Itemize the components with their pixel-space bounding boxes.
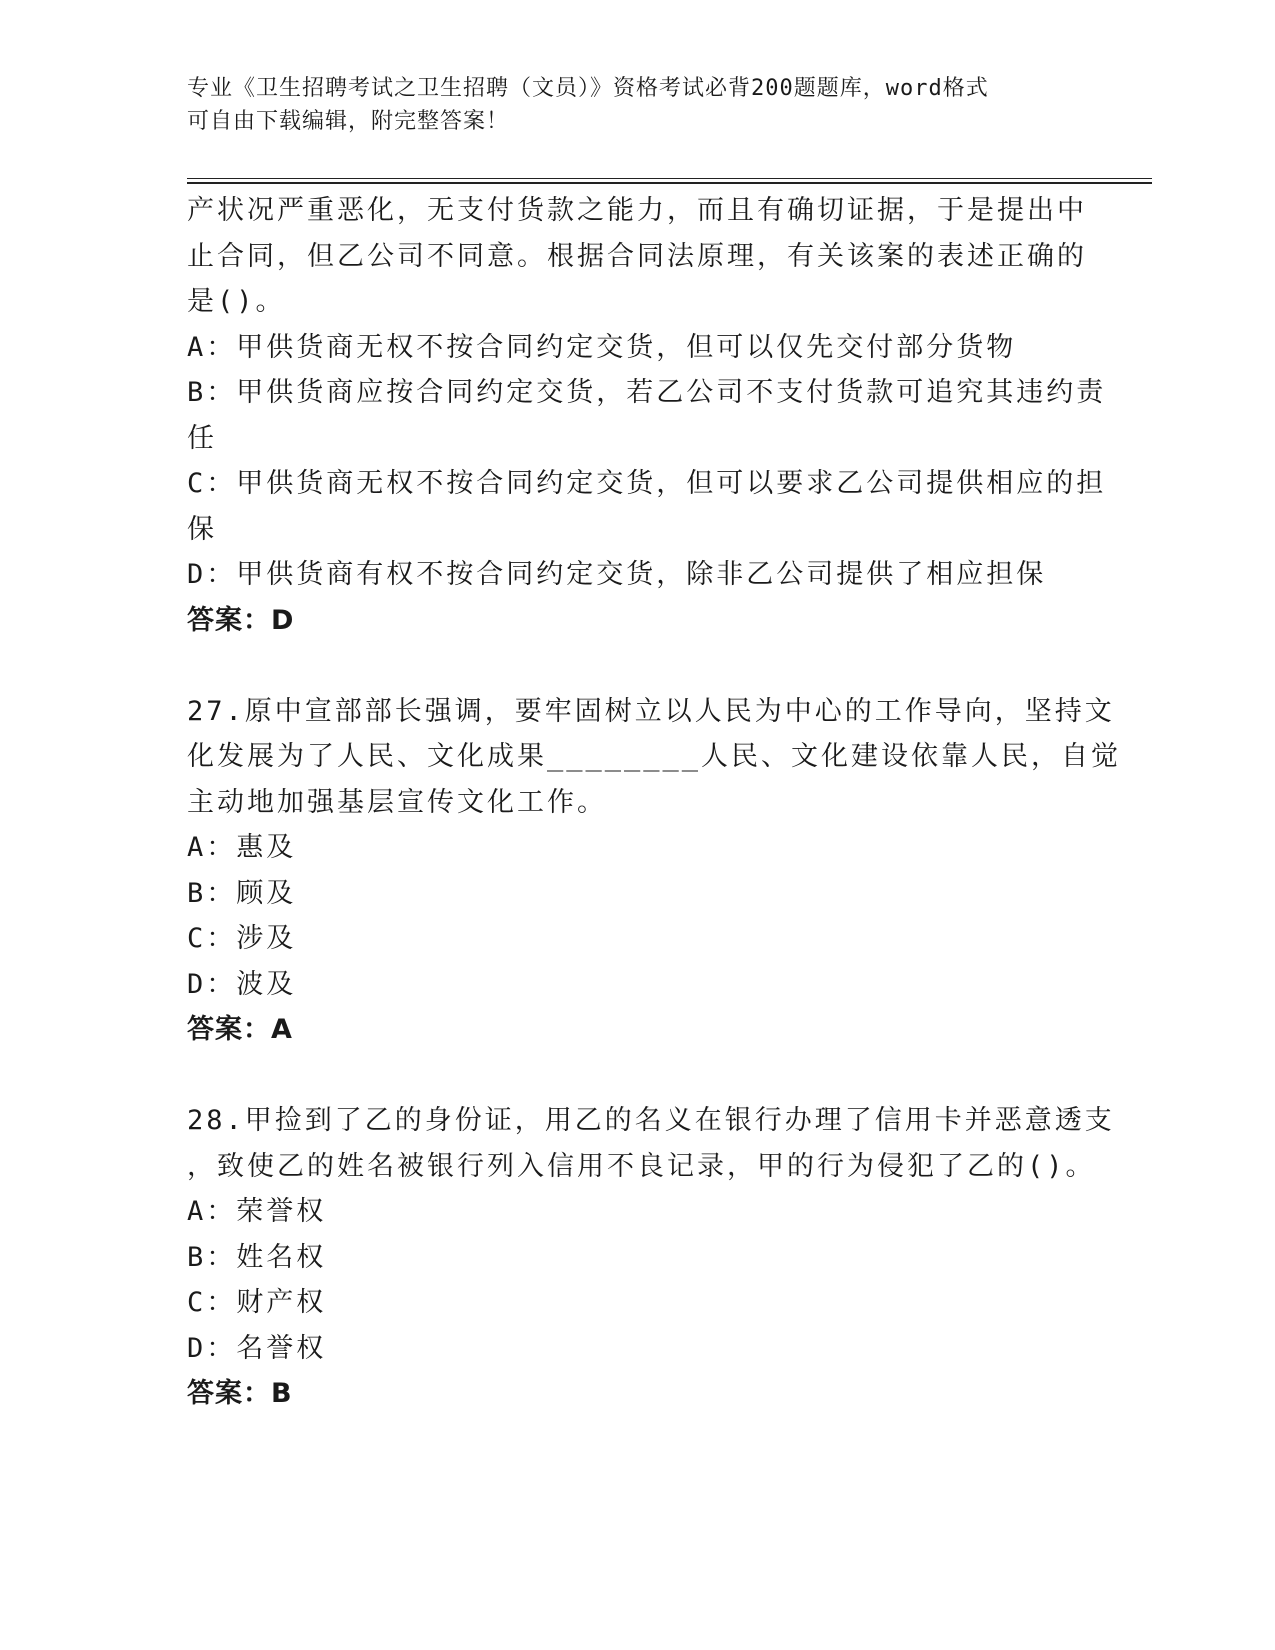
option-d: D：甲供货商有权不按合同约定交货，除非乙公司提供了相应担保	[187, 559, 1047, 590]
header-divider-thick	[187, 182, 1152, 184]
option-b: B：甲供货商应按合同约定交货，若乙公司不支付货款可追究其违约责	[187, 377, 1107, 408]
question-28	[187, 1098, 1115, 1417]
header-line-1: 专业《卫生招聘考试之卫生招聘（文员）》资格考试必背200题题库，word格式	[187, 76, 989, 101]
spacer	[187, 643, 1087, 689]
option-c: C：涉及	[187, 923, 297, 954]
header-divider-thin	[187, 178, 1152, 179]
option-d: D：波及	[187, 968, 297, 1000]
option-a: A：惠及	[187, 832, 297, 863]
question-list	[187, 188, 1122, 1417]
option-c-continued: 保	[187, 513, 217, 545]
question-stem-line: 28.甲捡到了乙的身份证，用乙的名义在银行办理了信用卡并恶意透支	[187, 1105, 1115, 1136]
answer-label: 答案：B	[187, 1378, 293, 1409]
question-stem-line: 化发展为了人民、文化成果________人民、文化建设依靠人民，自觉	[187, 741, 1122, 772]
option-b-continued: 任	[187, 422, 217, 454]
question-stem-line: 是()。	[187, 286, 286, 317]
option-a: A：荣誉权	[187, 1196, 327, 1227]
question-stem-line: ，致使乙的姓名被银行列入信用不良记录，甲的行为侵犯了乙的()。	[187, 1150, 1096, 1182]
option-c: C：甲供货商无权不按合同约定交货，但可以要求乙公司提供相应的担	[187, 468, 1107, 499]
question-27	[187, 689, 1122, 1053]
option-d: D：名誉权	[187, 1332, 327, 1364]
question-stem-line: 止合同，但乙公司不同意。根据合同法原理，有关该案的表述正确的	[187, 240, 1087, 272]
header-line-2: 可自由下载编辑，附完整答案！	[187, 109, 510, 134]
option-b: B：顾及	[187, 877, 297, 909]
option-c: C：财产权	[187, 1287, 327, 1318]
option-b: B：姓名权	[187, 1241, 327, 1273]
question-stem-line: 主动地加强基层宣传文化工作。	[187, 786, 607, 818]
question-26	[187, 188, 1107, 643]
question-stem-line: 产状况严重恶化，无支付货款之能力，而且有确切证据，于是提出中	[187, 195, 1087, 226]
question-stem-line: 27.原中宣部部长强调，要牢固树立以人民为中心的工作导向，坚持文	[187, 695, 1115, 727]
option-a: A：甲供货商无权不按合同约定交货，但可以仅先交付部分货物	[187, 331, 1017, 363]
document-header	[187, 72, 1067, 138]
spacer	[187, 1053, 1087, 1099]
answer-label: 答案：D	[187, 604, 295, 636]
answer-label: 答案：A	[187, 1014, 293, 1045]
